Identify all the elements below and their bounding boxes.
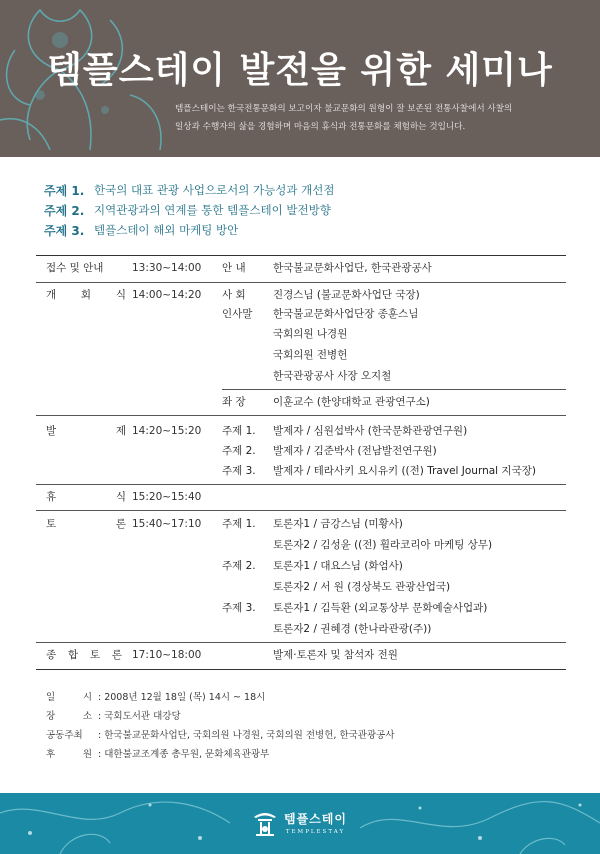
program-sub-label: 사 회 <box>222 289 246 301</box>
program-detail: 발제·토론자 및 참석자 전원 <box>273 649 398 661</box>
topic-number: 주제 1. <box>44 183 85 198</box>
info-value: : 한국불교문화사업단, 국회의원 나경원, 국회의원 전병헌, 한국관광공사 <box>98 729 395 741</box>
table-divider <box>36 510 566 511</box>
program-time: 14:00~14:20 <box>132 289 202 301</box>
info-row <box>46 724 395 743</box>
program-sub-label: 좌 장 <box>222 396 246 408</box>
topic-item <box>44 200 334 220</box>
program-sub-label: 주제 3. <box>222 465 256 477</box>
program-sub-label: 주제 3. <box>222 602 256 614</box>
program-detail: 발제자 / 테라사키 요시유키 ((전) Travel Journal 지국장) <box>273 465 536 477</box>
topic-number: 주제 2. <box>44 203 85 218</box>
program-label: 토 론 <box>46 518 126 530</box>
logo-korean: 템플스테이 <box>284 811 347 826</box>
header-banner <box>0 0 600 157</box>
info-row <box>46 705 395 724</box>
program-sub-label: 안 내 <box>222 262 246 274</box>
event-info <box>46 686 395 762</box>
program-detail: 토론자2 / 권혜경 (한나라관광(주)) <box>273 623 432 635</box>
temple-roof-icon <box>252 807 278 837</box>
program-detail: 발제자 / 심원섭박사 (한국문화관광연구원) <box>273 425 468 437</box>
table-divider <box>36 415 566 416</box>
program-detail: 토론자2 / 서 원 (경상북도 관광산업국) <box>273 581 451 593</box>
intro-line: 템플스테이는 한국전통문화의 보고이자 불교문화의 원형이 잘 보존된 전통사찰에서 사찰의 <box>175 104 513 114</box>
info-value: : 대한불교조계종 총무원, 문화체육관광부 <box>98 748 270 760</box>
info-label: 공동주최 <box>46 729 83 741</box>
program-detail: 토론자1 / 대요스님 (화엄사) <box>273 560 403 572</box>
info-label: 일 시 <box>46 691 92 703</box>
program-sub-label: 주제 2. <box>222 445 256 457</box>
footer-banner <box>0 793 600 854</box>
table-divider <box>36 282 566 283</box>
program-label: 접수 및 안내 <box>46 262 104 274</box>
program-time: 14:20~15:20 <box>132 425 202 437</box>
program-detail: 이훈교수 (한양대학교 관광연구소) <box>273 396 430 408</box>
topic-text: 템플스테이 해외 마케팅 방안 <box>94 223 239 237</box>
program-detail: 한국관광공사 사장 오지철 <box>273 370 392 382</box>
program-detail: 진경스님 (불교문화사업단 국장) <box>273 289 420 301</box>
program-sub-label: 인사말 <box>222 308 253 320</box>
topic-list <box>44 180 334 240</box>
program-detail: 국회의원 전병헌 <box>273 349 348 361</box>
intro-line: 일상과 수행자의 삶을 경험하며 마음의 휴식과 전통문화를 체험하는 것입니다. <box>175 122 466 132</box>
topic-number: 주제 3. <box>44 223 85 238</box>
program-time: 13:30~14:00 <box>132 262 202 274</box>
info-label: 장 소 <box>46 710 92 722</box>
info-value: : 2008년 12월 18일 (목) 14시 ~ 18시 <box>98 691 266 703</box>
topic-item <box>44 220 334 240</box>
logo-text <box>284 810 347 835</box>
intro-text <box>175 100 580 136</box>
program-label: 발 제 <box>46 425 126 437</box>
program-detail: 국회의원 나경원 <box>273 328 348 340</box>
program-sub-label: 주제 1. <box>222 518 256 530</box>
program-sub-label: 주제 1. <box>222 425 256 437</box>
info-value: : 국회도서관 대강당 <box>98 710 181 722</box>
table-divider <box>36 484 566 485</box>
program-detail: 한국불교문화사업단, 한국관광공사 <box>273 262 432 274</box>
table-divider <box>36 255 566 256</box>
templestay-logo <box>252 807 347 837</box>
table-divider <box>36 642 566 643</box>
program-time: 15:20~15:40 <box>132 491 202 503</box>
program-sub-label: 주제 2. <box>222 560 256 572</box>
page-title: 템플스테이 발전을 위한 세미나 <box>47 50 553 91</box>
info-row <box>46 686 395 705</box>
table-divider <box>222 389 566 390</box>
topic-item <box>44 180 334 200</box>
program-detail: 토론자1 / 김득환 (외교통상부 문화예술사업과) <box>273 602 488 614</box>
program-label: 개 회 식 <box>46 289 126 301</box>
info-label: 후 원 <box>46 748 92 760</box>
program-detail: 발제자 / 김준박사 (전남발전연구원) <box>273 445 437 457</box>
topic-text: 한국의 대표 관광 사업으로서의 가능성과 개선점 <box>94 183 335 197</box>
table-divider <box>36 669 566 670</box>
program-time: 17:10~18:00 <box>132 649 202 661</box>
program-time: 15:40~17:10 <box>132 518 202 530</box>
info-row <box>46 743 395 762</box>
program-detail: 토론자2 / 김성윤 ((전) 휠라코리아 마케팅 상무) <box>273 539 493 551</box>
logo-english: TEMPLESTAY <box>285 828 346 835</box>
program-detail: 한국불교문화사업단장 종훈스님 <box>273 308 419 320</box>
program-label: 종 합 토 론 <box>46 649 122 661</box>
program-detail: 토론자1 / 금강스님 (미황사) <box>273 518 403 530</box>
program-label: 휴 식 <box>46 491 126 503</box>
topic-text: 지역관광과의 연계를 통한 템플스테이 발전방향 <box>94 203 331 217</box>
